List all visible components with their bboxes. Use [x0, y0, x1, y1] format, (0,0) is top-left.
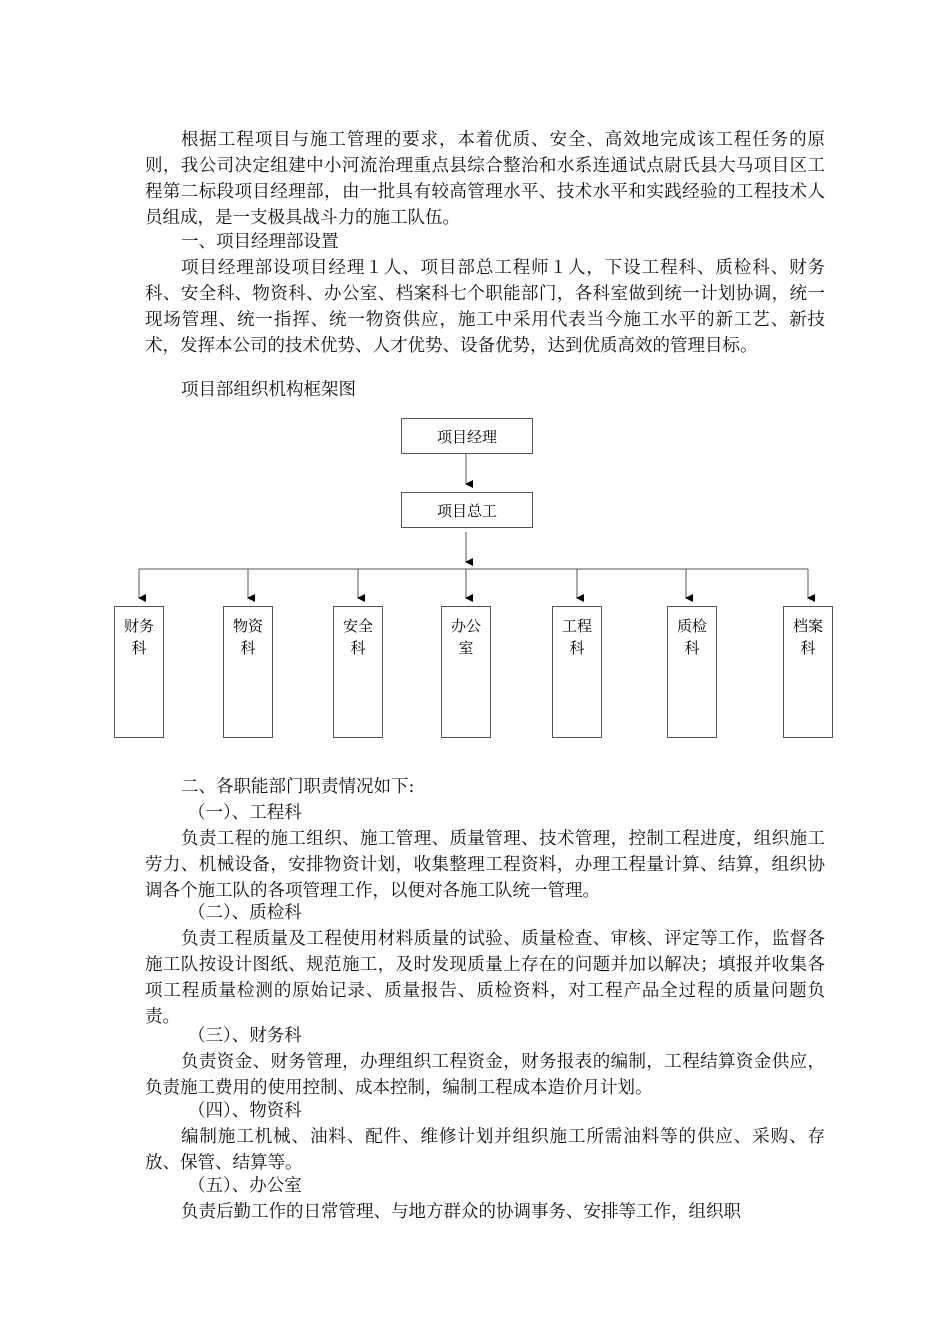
- dept-box-engineering: [552, 606, 602, 738]
- dept-box-finance: [114, 606, 164, 738]
- dept-label-line2: 科: [569, 639, 585, 657]
- dept-label-line2: 科: [684, 639, 700, 657]
- dept-box-archives: [783, 606, 833, 738]
- intro-paragraph: 根据工程项目与施工管理的要求，本着优质、安全、高效地完成该工程任务的原则，我公司决定组建中小河流治理重点县综合整治和水系连通试点尉氏县大马项目区工程第二标段项目经理部，由一批具有较高管理水平、技术水平和实践经验的工程技术人员组成，是一支极具战斗力的施工队伍。: [145, 130, 825, 228]
- item-title: （四）、物资科: [188, 1101, 302, 1121]
- item-body: 负责工程的施工组织、施工管理、质量管理、技术管理，控制工程进度，组织施工劳力、机械设备，安排物资计划，收集整理工程资料，办理工程量计算、结算，组织协调各个施工队的各项管理工作，以便对各施工队统一管理。: [145, 829, 825, 901]
- dept-box-quality: [667, 606, 717, 738]
- dept-label-line2: 科: [350, 639, 366, 657]
- org-chart-caption: 项目部组织机构框架图: [181, 380, 356, 400]
- dept-label-line1: 办公: [450, 617, 481, 635]
- section1-heading: 一、项目经理部设置: [181, 232, 339, 252]
- item-body: 编制施工机械、油料、配件、维修计划并组织施工所需油料等的供应、采购、存放、保管、结算等。: [145, 1127, 825, 1173]
- item-title: （五）、办公室: [188, 1176, 302, 1196]
- dept-box-materials: [223, 606, 273, 738]
- dept-label-line1: 质检: [676, 617, 707, 635]
- dept-label-line1: 物资: [232, 617, 263, 635]
- dept-label-line1: 财务: [123, 617, 154, 635]
- item-title: （三）、财务科: [188, 1026, 302, 1046]
- section2-heading: 二、各职能部门职责情况如下:: [181, 777, 415, 797]
- dept-box-safety: [333, 606, 383, 738]
- dept-label-line2: 室: [458, 639, 474, 657]
- dept-label-line1: 工程: [561, 617, 592, 635]
- dept-label-line1: 档案: [792, 617, 823, 635]
- dept-label-line2: 科: [131, 639, 147, 657]
- chief-engineer-box: 项目总工: [401, 492, 533, 528]
- dept-label-line2: 科: [240, 639, 256, 657]
- section1-paragraph: 项目经理部设项目经理１人、项目部总工程师１人，下设工程科、质检科、财务科、安全科、物资科、办公室、档案科七个职能部门，各科室做到统一计划协调，统一现场管理、统一指挥、统一物资供应，施工中采用代表当今施工水平的新工艺、新技术，发挥本公司的技术优势、人才优势、设备优势，达到优质高效的管理目标。: [145, 258, 825, 356]
- dept-box-office: [441, 606, 491, 738]
- dept-label-line2: 科: [800, 639, 816, 657]
- item-body: 负责资金、财务管理，办理组织工程资金，财务报表的编制，工程结算资金供应，负责施工费用的使用控制、成本控制，编制工程成本造价月计划。: [145, 1052, 825, 1098]
- item-body: 负责后勤工作的日常管理、与地方群众的协调事务、安排等工作，组织职: [181, 1202, 741, 1222]
- item-title: （一）、工程科: [188, 803, 302, 823]
- project-manager-box: 项目经理: [401, 418, 533, 454]
- item-body: 负责工程质量及工程使用材料质量的试验、质量检查、审核、评定等工作，监督各施工队按设计图纸、规范施工，及时发现质量上存在的问题并加以解决；填报并收集各项工程质量检测的原始记录、质量报告、质检资料，对工程产品全过程的质量问题负责。: [145, 929, 825, 1027]
- dept-label-line1: 安全: [342, 617, 373, 635]
- item-title: （二）、质检科: [188, 903, 302, 923]
